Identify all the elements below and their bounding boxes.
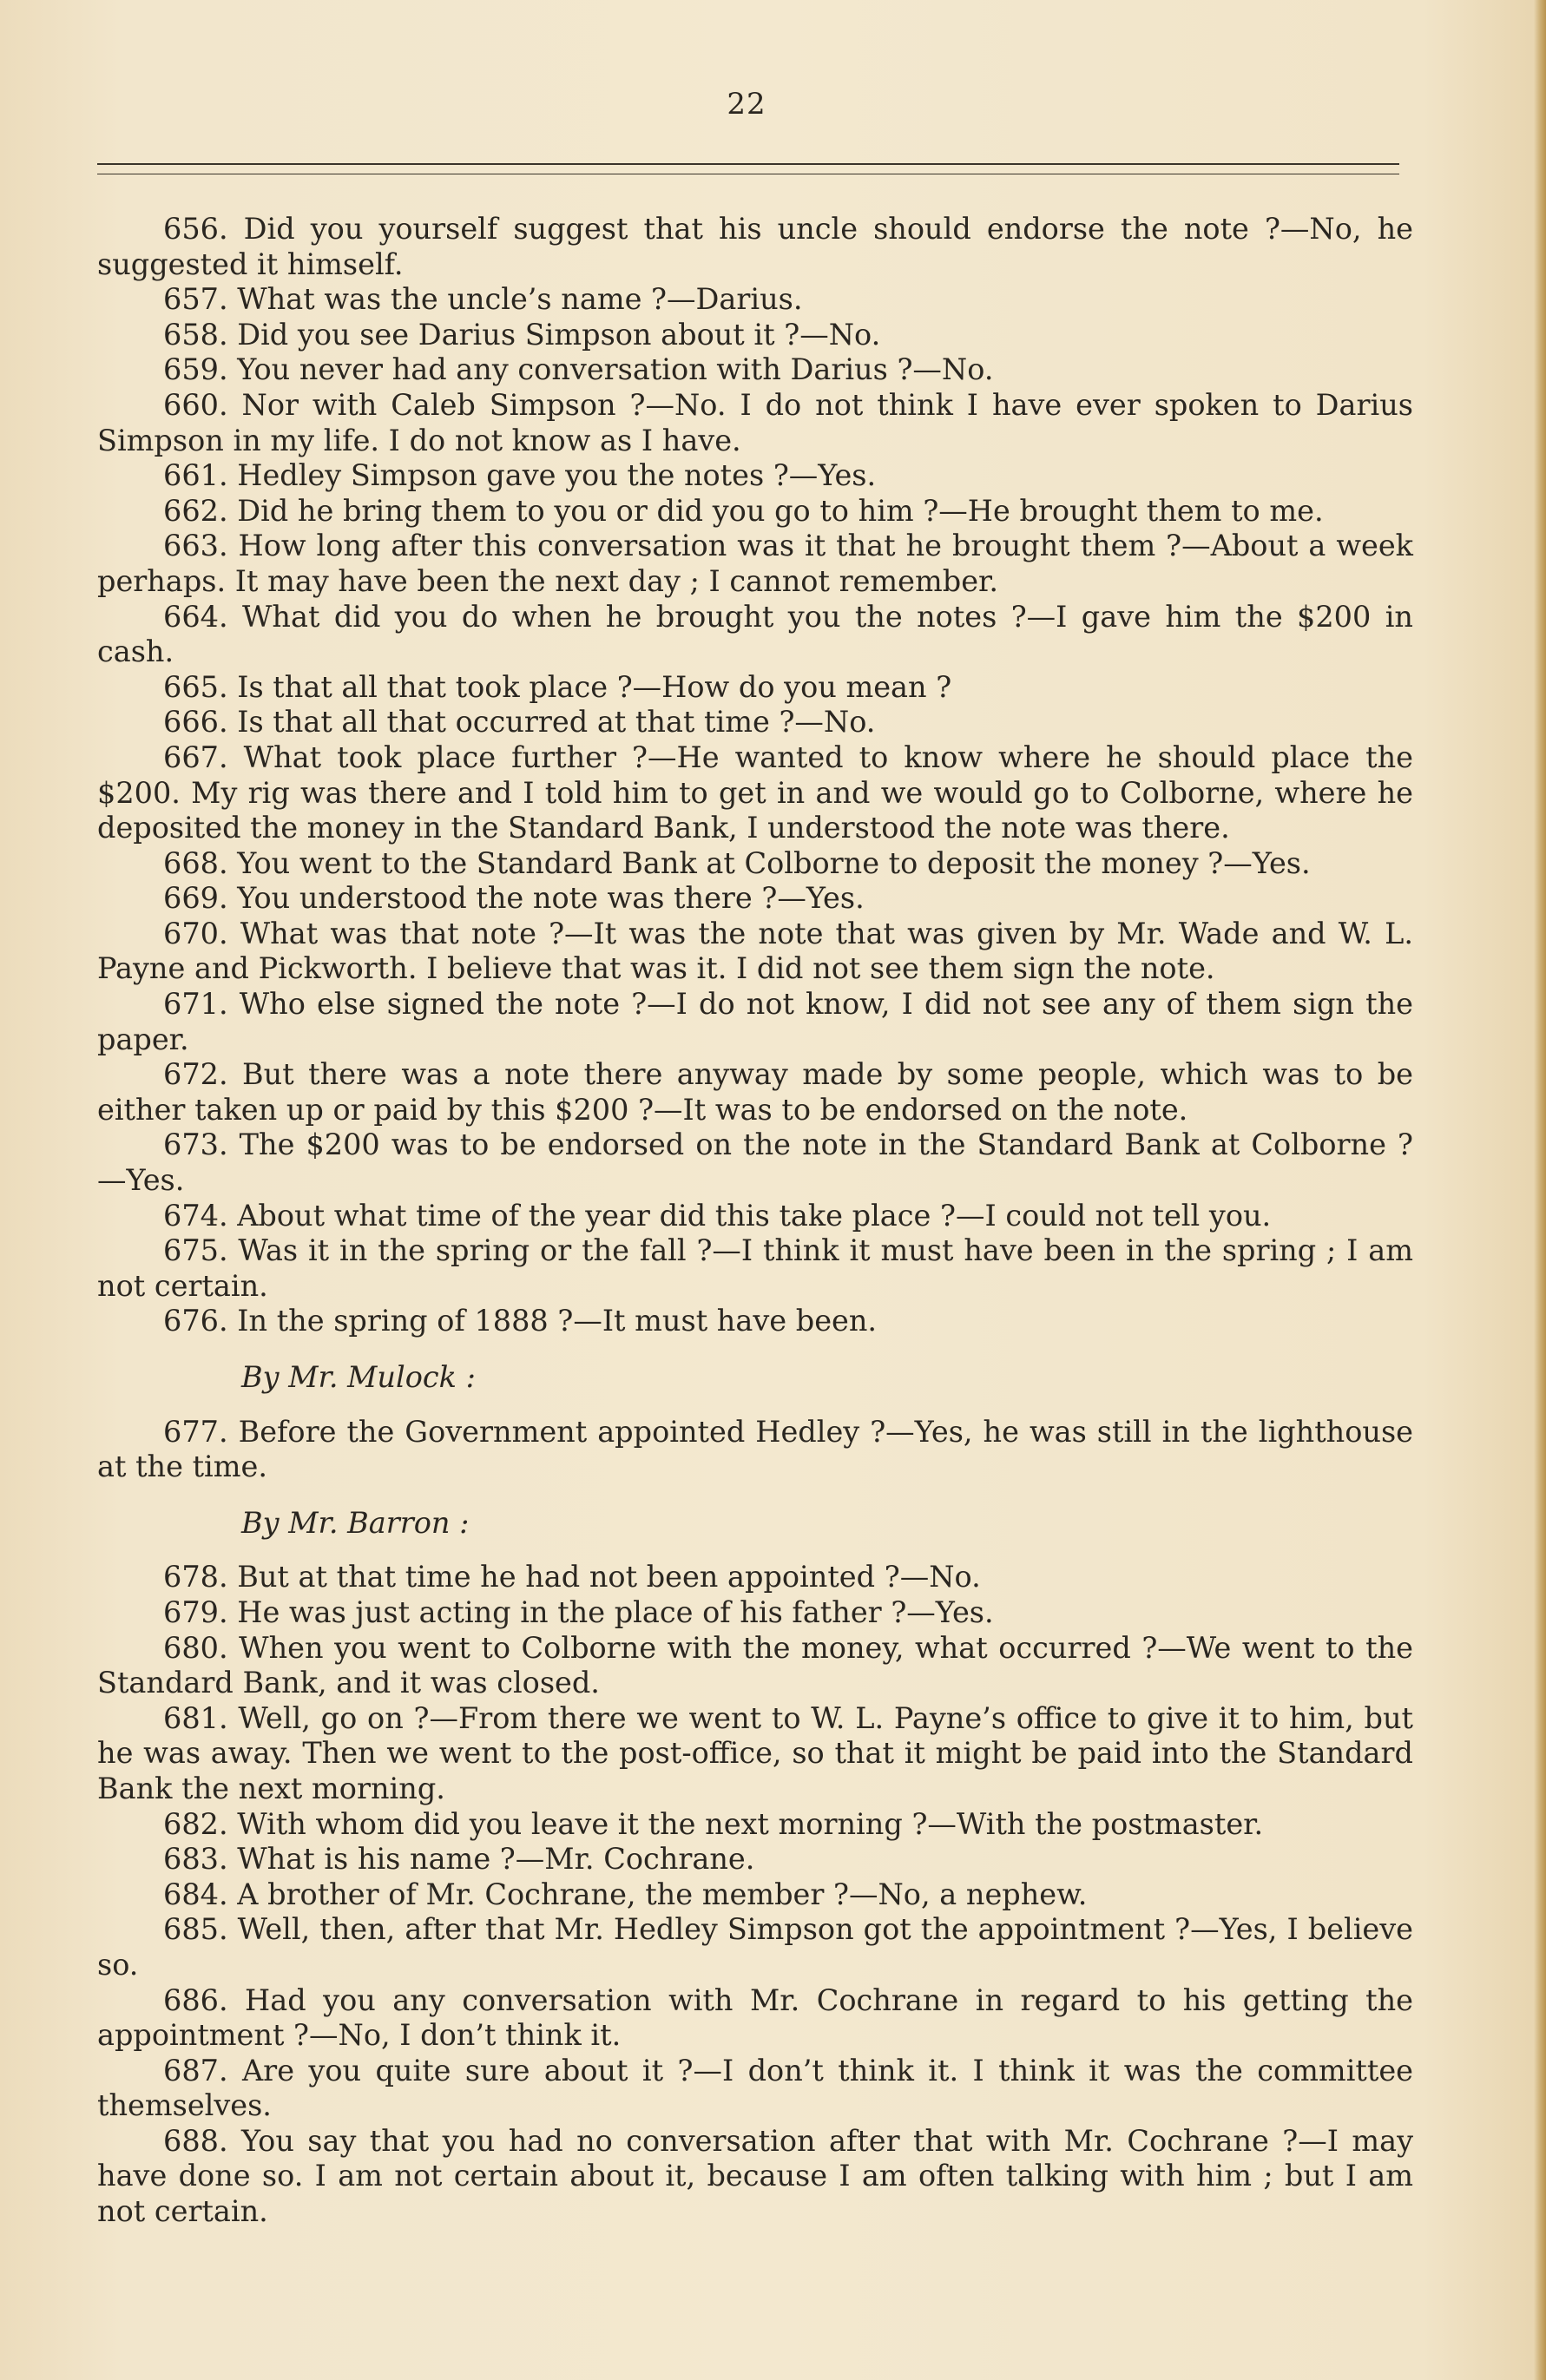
testimony-paragraph: 666. Is that all that occurred at that time ?—No. [163,705,876,740]
testimony-paragraph: 682. With whom did you leave it the next morning ?—With the postmaster. [163,1806,1264,1841]
examiner-heading: By Mr. Barron : [241,1505,470,1540]
testimony-paragraph: 662. Did he bring them to you or did you go to him ?—He brought them to me. [163,493,1324,528]
testimony-paragraph: 677. Before the Government appointed Hedley ?—Yes, he was still in the lighthouse at the time. [97,1414,1413,1484]
testimony-paragraph: 685. Well, then, after that Mr. Hedley Simpson got the appointment ?—Yes, I believe so. [97,1912,1413,1982]
testimony-paragraph: 657. What was the uncle’s name ?—Darius. [163,282,803,317]
testimony-paragraph: 673. The $200 was to be endorsed on the note in the Standard Bank at Colborne ? —Yes. [97,1128,1413,1198]
testimony-paragraph: 687. Are you quite sure about it ?—I don’t think it. I think it was the committee themselves. [97,2053,1413,2123]
testimony-paragraph: 668. You went to the Standard Bank at Colborne to deposit the money ?—Yes. [163,845,1311,880]
testimony-paragraph: 679. He was just acting in the place of his father ?—Yes. [163,1594,994,1629]
testimony-paragraph: 686. Had you any conversation with Mr. Cochrane in regard to his getting the appointment ?—No, I don’t think it. [97,1982,1413,2053]
testimony-paragraph: 663. How long after this conversation was it that he brought them ?—About a week perhaps. It may have been the next day ; I cannot remember. [97,529,1413,598]
header-rule [97,163,1399,165]
testimony-paragraph: 672. But there was a note there anyway made by some people, which was to be either taken up or paid by this $200 ?—It was to be endorsed on the note. [97,1057,1413,1127]
testimony-paragraph: 660. Nor with Caleb Simpson ?—No. I do not think I have ever spoken to Darius Simpson in my life. I do not know as I have. [97,387,1413,457]
page-number: 22 [727,87,766,122]
testimony-paragraph: 680. When you went to Colborne with the money, what occurred ?—We went to the Standard Bank, and it was closed. [97,1630,1413,1700]
testimony-paragraph: 683. What is his name ?—Mr. Cochrane. [163,1842,755,1877]
testimony-paragraph: 678. But at that time he had not been appointed ?—No. [163,1560,981,1594]
testimony-paragraph: 684. A brother of Mr. Cochrane, the member ?—No, a nephew. [163,1877,1088,1911]
testimony-paragraph: 665. Is that all that took place ?—How do you mean ? [163,669,952,704]
examiner-heading: By Mr. Mulock : [241,1360,476,1394]
testimony-paragraph: 671. Who else signed the note ?—I do not know, I did not see any of them sign the paper. [97,987,1413,1056]
testimony-paragraph: 674. About what time of the year did this take place ?—I could not tell you. [163,1198,1272,1233]
testimony-paragraph: 661. Hedley Simpson gave you the notes ?—Yes. [163,458,877,493]
testimony-paragraph: 664. What did you do when he brought you the notes ?—I gave him the $200 in cash. [97,599,1413,669]
page-edge [1534,0,1546,2380]
testimony-paragraph: 681. Well, go on ?—From there we went to W. L. Payne’s office to give it to him, but he was away. Then we went to the post-office, so that it might be paid into the Standard Bank the next morning. [97,1700,1413,1805]
testimony-paragraph: 669. You understood the note was there ?—Yes. [163,881,865,916]
testimony-paragraph: 688. You say that you had no conversation after that with Mr. Cochrane ?—I may have done so. I am not certain about it, because I am often talking with him ; but I am not certain. [97,2123,1413,2229]
testimony-body [97,212,1413,2230]
testimony-paragraph: 659. You never had any conversation with Darius ?—No. [163,352,994,387]
testimony-paragraph: 676. In the spring of 1888 ?—It must have been. [163,1304,878,1338]
testimony-paragraph: 658. Did you see Darius Simpson about it ?—No. [163,317,881,352]
testimony-paragraph: 675. Was it in the spring or the fall ?—I think it must have been in the spring ; I am not certain. [97,1233,1413,1303]
testimony-paragraph: 670. What was that note ?—It was the note that was given by Mr. Wade and W. L. Payne and Pickworth. I believe that was it. I did not see them sign the note. [97,916,1413,986]
testimony-paragraph: 667. What took place further ?—He wanted to know where he should place the $200. My rig was there and I told him to get in and we would go to Colborne, where he deposited the money in the Standard Bank, I understood the note was there. [97,740,1413,845]
testimony-paragraph: 656. Did you yourself suggest that his uncle should endorse the note ?—No, he suggested it himself. [97,212,1413,281]
